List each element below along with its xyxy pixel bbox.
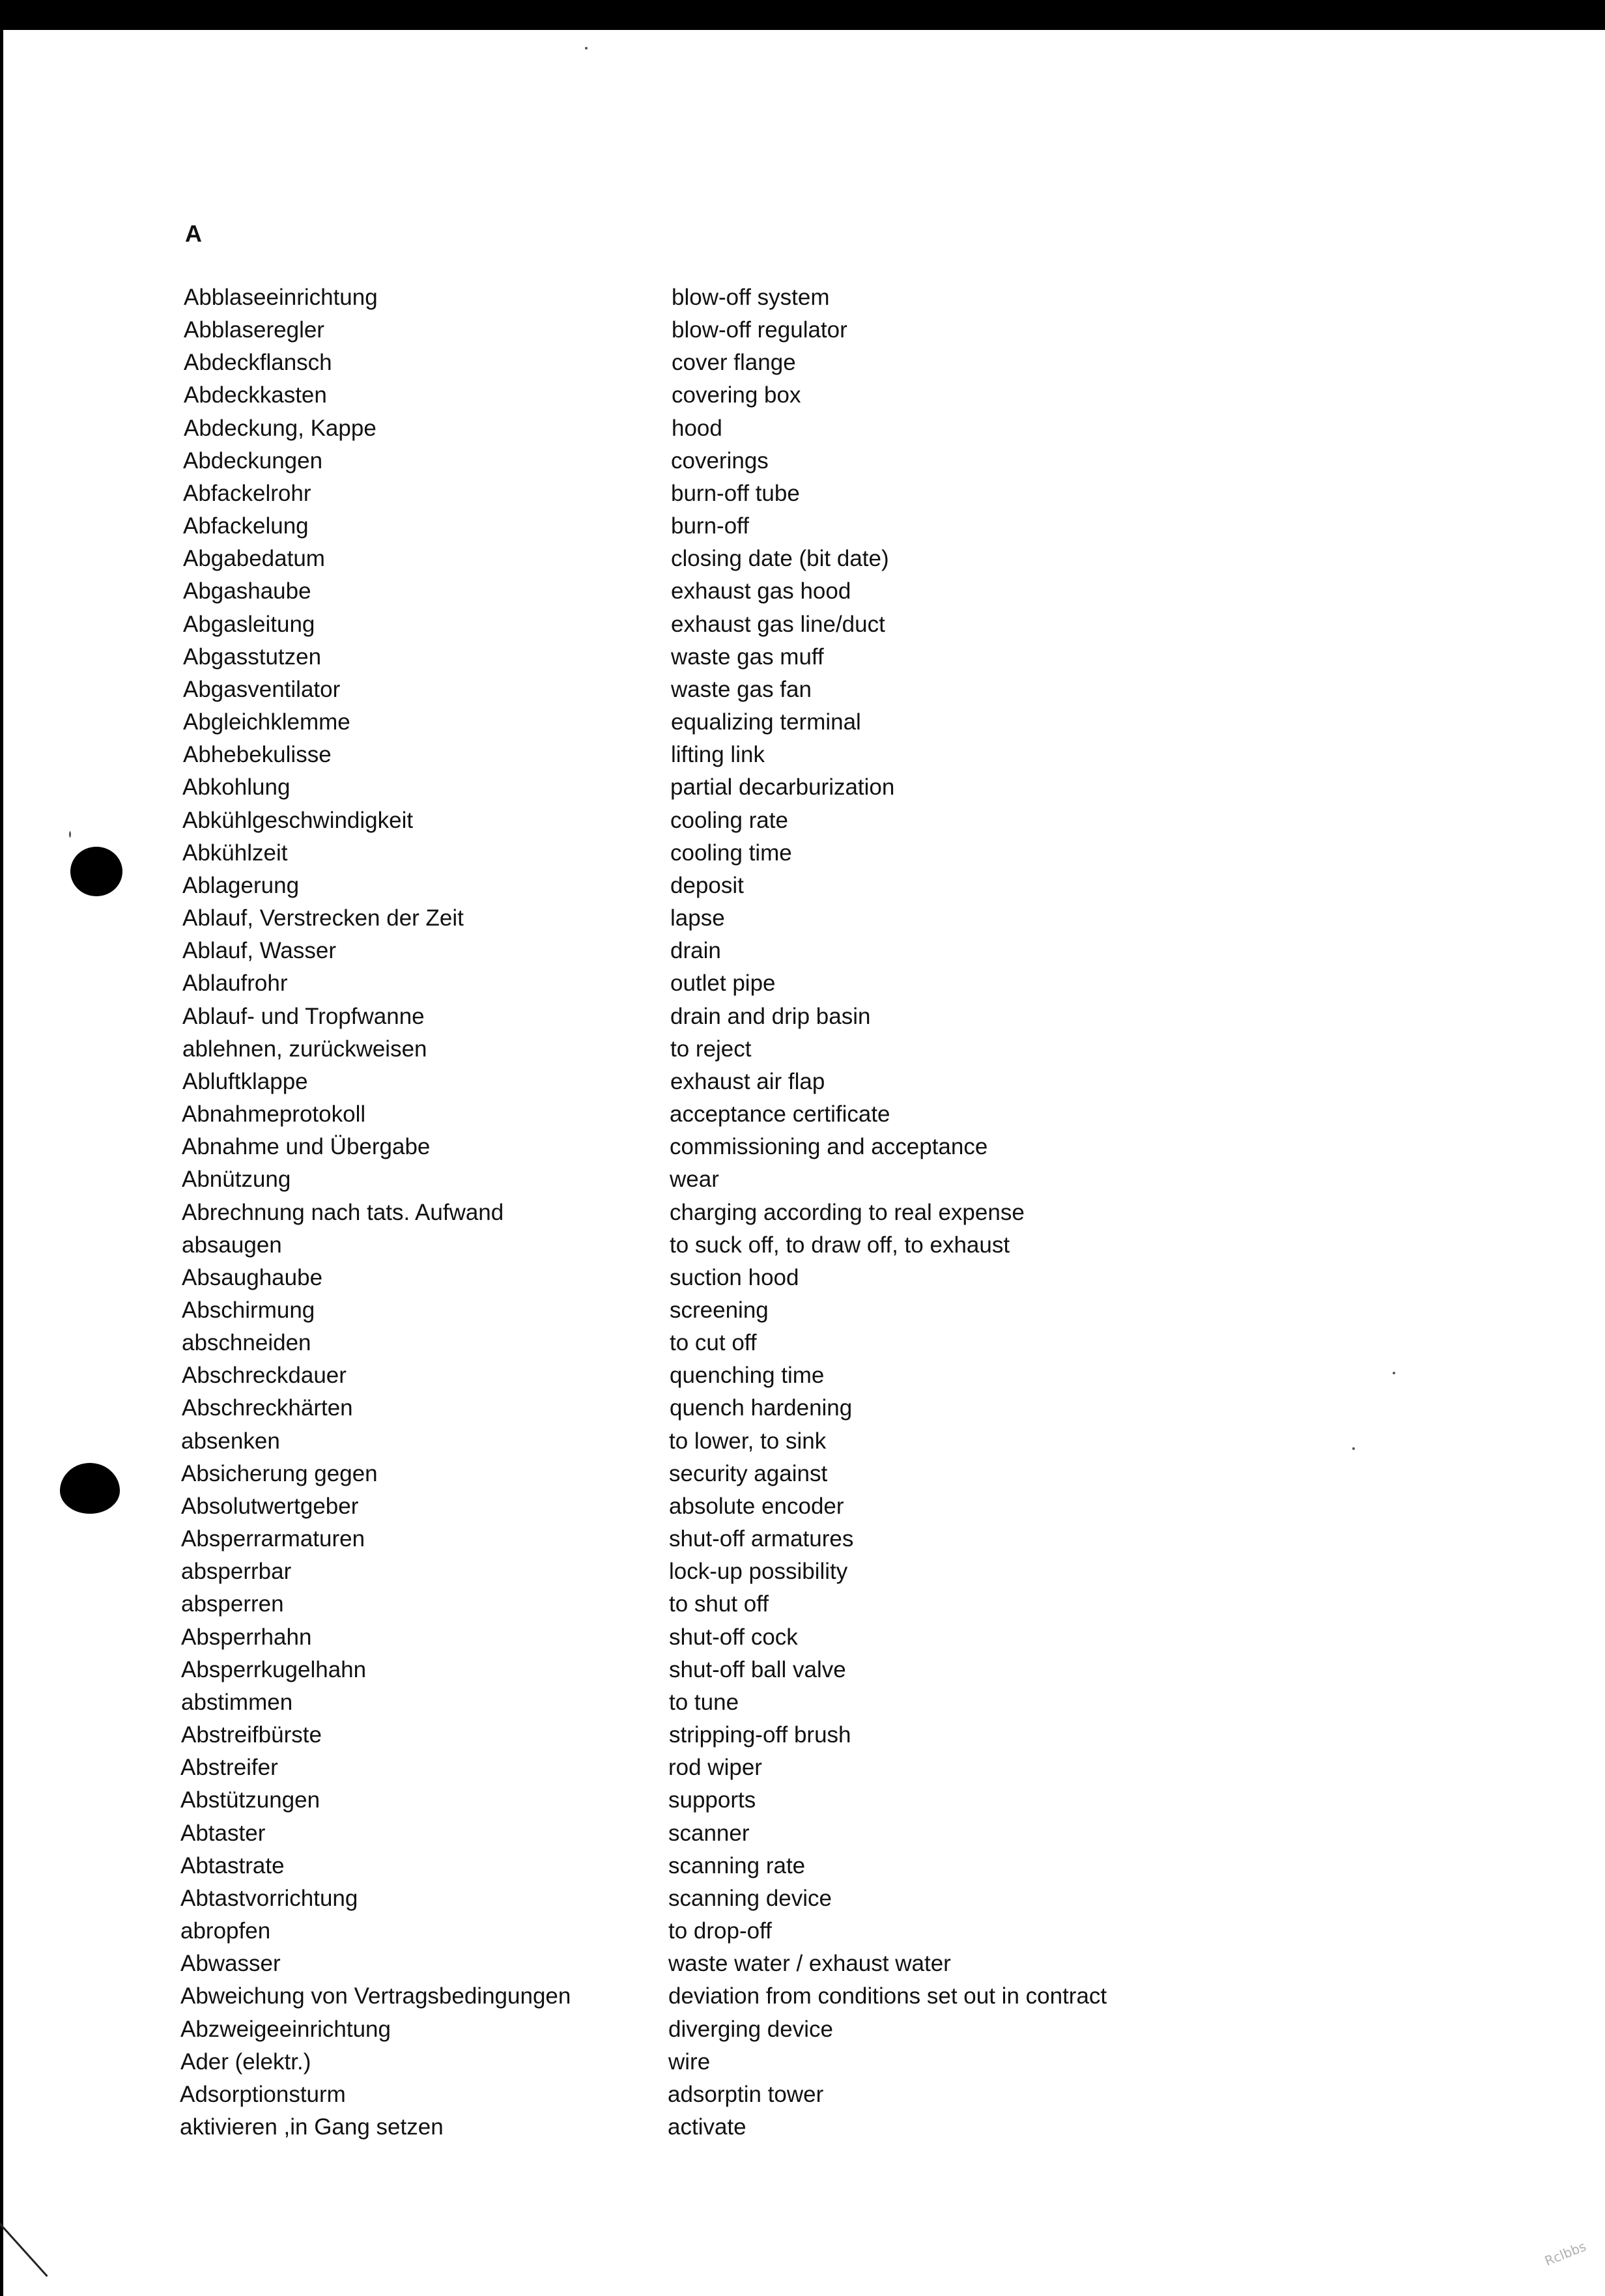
german-term: Absperrhahn bbox=[181, 1624, 312, 1650]
english-term: equalizing terminal bbox=[671, 709, 861, 735]
english-term: exhaust gas line/duct bbox=[671, 612, 885, 637]
english-term: scanning rate bbox=[668, 1853, 806, 1878]
german-term: Abhebekulisse bbox=[183, 742, 332, 767]
german-term: Abnützung bbox=[182, 1167, 291, 1192]
scan-top-border bbox=[0, 0, 1605, 30]
english-term: to suck off, to draw off, to exhaust bbox=[670, 1232, 1010, 1258]
english-term: to cut off bbox=[670, 1330, 757, 1355]
english-term: shut-off armatures bbox=[669, 1526, 854, 1552]
german-term: Abschirmung bbox=[182, 1297, 315, 1323]
english-term: charging according to real expense bbox=[670, 1200, 1025, 1225]
german-term: absenken bbox=[181, 1428, 280, 1454]
scan-speck bbox=[1352, 1447, 1355, 1450]
german-term: Abgabedatum bbox=[183, 546, 325, 571]
english-term: lapse bbox=[670, 905, 725, 931]
english-term: outlet pipe bbox=[670, 971, 776, 996]
german-term: Abrechnung nach tats. Aufwand bbox=[182, 1200, 504, 1225]
german-term: absaugen bbox=[182, 1232, 282, 1258]
german-term: Abkühlzeit bbox=[182, 840, 288, 866]
english-term: lifting link bbox=[671, 742, 765, 767]
english-term: wear bbox=[670, 1167, 719, 1192]
english-term: drain bbox=[670, 938, 721, 963]
english-term: to lower, to sink bbox=[669, 1428, 827, 1454]
german-term: Absicherung gegen bbox=[181, 1461, 378, 1486]
german-term: Abzweigeeinrichtung bbox=[180, 2017, 391, 2042]
english-term: exhaust gas hood bbox=[671, 578, 851, 604]
german-term: Abfackelung bbox=[183, 513, 309, 539]
german-term: Abtastrate bbox=[180, 1853, 285, 1878]
german-term: Ablauf- und Tropfwanne bbox=[182, 1004, 425, 1029]
punch-hole bbox=[60, 1463, 120, 1514]
english-term: supports bbox=[668, 1787, 756, 1813]
english-term: cooling rate bbox=[670, 808, 788, 833]
german-term: absperren bbox=[181, 1591, 284, 1617]
german-term: Abgashaube bbox=[183, 578, 311, 604]
english-term: adsorptin tower bbox=[668, 2082, 824, 2107]
section-letter-heading: A bbox=[185, 220, 202, 247]
english-term: shut-off ball valve bbox=[669, 1657, 846, 1682]
german-term: abstimmen bbox=[181, 1690, 293, 1715]
german-term: aktivieren ,in Gang setzen bbox=[180, 2114, 444, 2140]
german-term: absperrbar bbox=[181, 1559, 292, 1584]
english-term: hood bbox=[672, 416, 722, 441]
english-term: to shut off bbox=[669, 1591, 769, 1617]
german-term: Absperrkugelhahn bbox=[181, 1657, 367, 1682]
english-term: scanning device bbox=[668, 1886, 832, 1911]
english-term: burn-off tube bbox=[671, 481, 800, 506]
german-term: Abkohlung bbox=[182, 774, 291, 800]
german-term: Ablauf, Wasser bbox=[182, 938, 337, 963]
german-term: Absolutwertgeber bbox=[181, 1494, 359, 1519]
german-term: Abweichung von Vertragsbedingungen bbox=[180, 1983, 571, 2009]
english-term: absolute encoder bbox=[669, 1494, 844, 1519]
german-term: Abgasventilator bbox=[183, 677, 341, 702]
german-term: Abstreifer bbox=[180, 1755, 278, 1780]
german-term: Abtastvorrichtung bbox=[180, 1886, 358, 1911]
german-term: Abschreckhärten bbox=[182, 1395, 353, 1421]
english-term: activate bbox=[668, 2114, 746, 2140]
english-term: lock-up possibility bbox=[669, 1559, 848, 1584]
scan-speck bbox=[585, 47, 588, 50]
german-term: Abdeckung, Kappe bbox=[184, 416, 376, 441]
english-term: quench hardening bbox=[670, 1395, 853, 1421]
german-term: Ader (elektr.) bbox=[180, 2049, 311, 2075]
german-term: Absaughaube bbox=[182, 1265, 323, 1290]
english-term: shut-off cock bbox=[669, 1624, 798, 1650]
german-term: Abnahmeprotokoll bbox=[182, 1101, 366, 1127]
german-term: Abkühlgeschwindigkeit bbox=[182, 808, 414, 833]
german-term: abropfen bbox=[180, 1918, 271, 1944]
german-term: Abschreckdauer bbox=[182, 1363, 347, 1388]
german-term: Abnahme und Übergabe bbox=[182, 1134, 431, 1159]
english-term: coverings bbox=[671, 448, 769, 474]
german-term: Abtaster bbox=[180, 1821, 266, 1846]
english-term: acceptance certificate bbox=[670, 1101, 890, 1127]
english-term: deposit bbox=[670, 873, 744, 898]
english-term: cooling time bbox=[670, 840, 792, 866]
english-term: screening bbox=[670, 1297, 769, 1323]
english-term: blow-off system bbox=[672, 285, 830, 310]
english-term: covering box bbox=[672, 382, 801, 408]
english-term: suction hood bbox=[670, 1265, 799, 1290]
english-term: partial decarburization bbox=[670, 774, 895, 800]
german-term: Abgasleitung bbox=[183, 612, 315, 637]
english-term: quenching time bbox=[670, 1363, 825, 1388]
english-term: scanner bbox=[668, 1821, 750, 1846]
english-term: waste gas fan bbox=[671, 677, 812, 702]
german-term: Ablauf, Verstrecken der Zeit bbox=[182, 905, 464, 931]
german-term: Abluftklappe bbox=[182, 1069, 308, 1094]
english-term: drain and drip basin bbox=[670, 1004, 871, 1029]
english-term: exhaust air flap bbox=[670, 1069, 825, 1094]
english-term: waste water / exhaust water bbox=[668, 1951, 951, 1976]
german-term: Abblaseeinrichtung bbox=[184, 285, 378, 310]
page-corner-mark bbox=[0, 2222, 48, 2277]
english-term: closing date (bit date) bbox=[671, 546, 889, 571]
scan-left-border bbox=[0, 30, 3, 2296]
german-term: Abfackelrohr bbox=[183, 481, 311, 506]
english-term: wire bbox=[668, 2049, 711, 2075]
english-term: to tune bbox=[669, 1690, 739, 1715]
english-term: diverging device bbox=[668, 2017, 833, 2042]
english-term: cover flange bbox=[672, 350, 796, 375]
english-term: deviation from conditions set out in contract bbox=[668, 1983, 1107, 2009]
german-term: abschneiden bbox=[182, 1330, 311, 1355]
english-term: commissioning and acceptance bbox=[670, 1134, 988, 1159]
english-term: waste gas muff bbox=[671, 644, 824, 670]
german-term: Abstreifbürste bbox=[181, 1722, 322, 1748]
german-term: Abdeckkasten bbox=[184, 382, 327, 408]
german-term: Abgleichklemme bbox=[183, 709, 350, 735]
english-term: burn-off bbox=[671, 513, 749, 539]
german-term: Ablaufrohr bbox=[182, 971, 288, 996]
punch-hole bbox=[70, 847, 122, 896]
english-term: security against bbox=[669, 1461, 828, 1486]
english-term: rod wiper bbox=[668, 1755, 762, 1780]
german-term: Abwasser bbox=[180, 1951, 281, 1976]
german-term: Abblaseregler bbox=[184, 317, 324, 343]
english-term: stripping-off brush bbox=[669, 1722, 851, 1748]
english-term: to reject bbox=[670, 1036, 752, 1062]
german-term: Adsorptionsturm bbox=[180, 2082, 346, 2107]
watermark-stamp: Rclbbs bbox=[1542, 2238, 1589, 2269]
english-term: to drop-off bbox=[668, 1918, 772, 1944]
german-term: Absperrarmaturen bbox=[181, 1526, 365, 1552]
german-term: Abstützungen bbox=[180, 1787, 320, 1813]
german-term: Abgasstutzen bbox=[183, 644, 322, 670]
scan-speck bbox=[69, 831, 71, 838]
german-term: Ablagerung bbox=[182, 873, 300, 898]
english-term: blow-off regulator bbox=[672, 317, 847, 343]
german-term: Abdeckungen bbox=[183, 448, 323, 474]
scan-speck bbox=[1393, 1372, 1395, 1374]
german-term: Abdeckflansch bbox=[184, 350, 332, 375]
german-term: ablehnen, zurückweisen bbox=[182, 1036, 427, 1062]
